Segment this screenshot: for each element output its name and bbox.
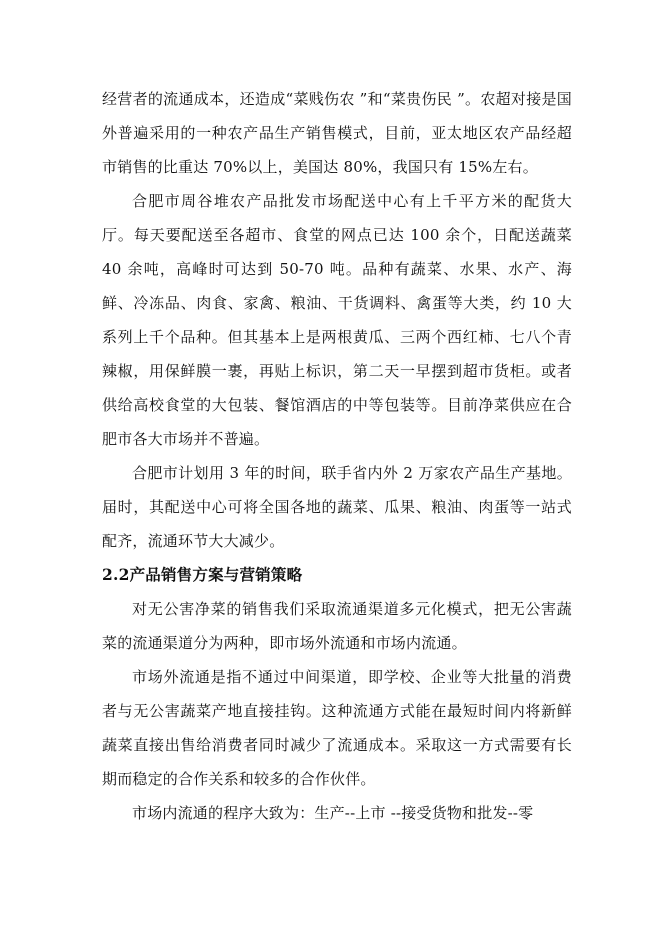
section-heading: 2.2产品销售方案与营销策略 <box>102 565 303 584</box>
paragraph-sales-channels: 对无公害净菜的销售我们采取流通渠道多元化模式，把无公害蔬菜的流通渠道分为两种，即市场外流通和市场内流通。 <box>102 600 572 652</box>
paragraph-in-market-circulation: 市场内流通的程序大致为：生产--上市 --接受货物和批发--零 <box>132 804 534 822</box>
document-page <box>102 82 572 830</box>
paragraph-circulation-cost: 经营者的流通成本，还造成“菜贱伤农 ”和“菜贵伤民 ”。农超对接是国外普遍采用的一种农产品生产销售模式，目前，亚太地区农产品经超市销售的比重达 70%以上，美国达 80%，我国只有 15%左右。 <box>102 90 572 176</box>
paragraph-off-market-circulation: 市场外流通是指不通过中间渠道，即学校、企业等大批量的消费者与无公害蔬菜产地直接挂钩。这种流通方式能在最短时间内将新鲜蔬菜直接出售给消费者同时减少了流通成本。采取这一方式需要有长期而稳定的合作关系和较多的合作伙伴。 <box>102 668 572 788</box>
paragraph-hefei-plan: 合肥市计划用 3 年的时间，联手省内外 2 万家农产品生产基地。届时，其配送中心可将全国各地的蔬菜、瓜果、粮油、肉蛋等一站式配齐，流通环节大大减少。 <box>102 464 572 550</box>
paragraph-hefei-distribution-center: 合肥市周谷堆农产品批发市场配送中心有上千平方米的配货大厅。每天要配送至各超市、食堂的网点已达 100 余个，日配送蔬菜 40 余吨，高峰时可达到 50-70 吨。品种有蔬菜、水果、水产、海鲜、冷冻品、肉食、家禽、粮油、干货调料、禽蛋等大类，约 10 大系列上千个品种。但其基本上是两根黄瓜、三两个西红柿、七八个青辣椒，用保鲜膜一裹，再贴上标识，第二天一早摆到超市货柜。或者供给高校食堂的大包装、餐馆酒店的中等包装等。目前净菜供应在合肥市各大市场并不普遍。 <box>102 192 572 448</box>
